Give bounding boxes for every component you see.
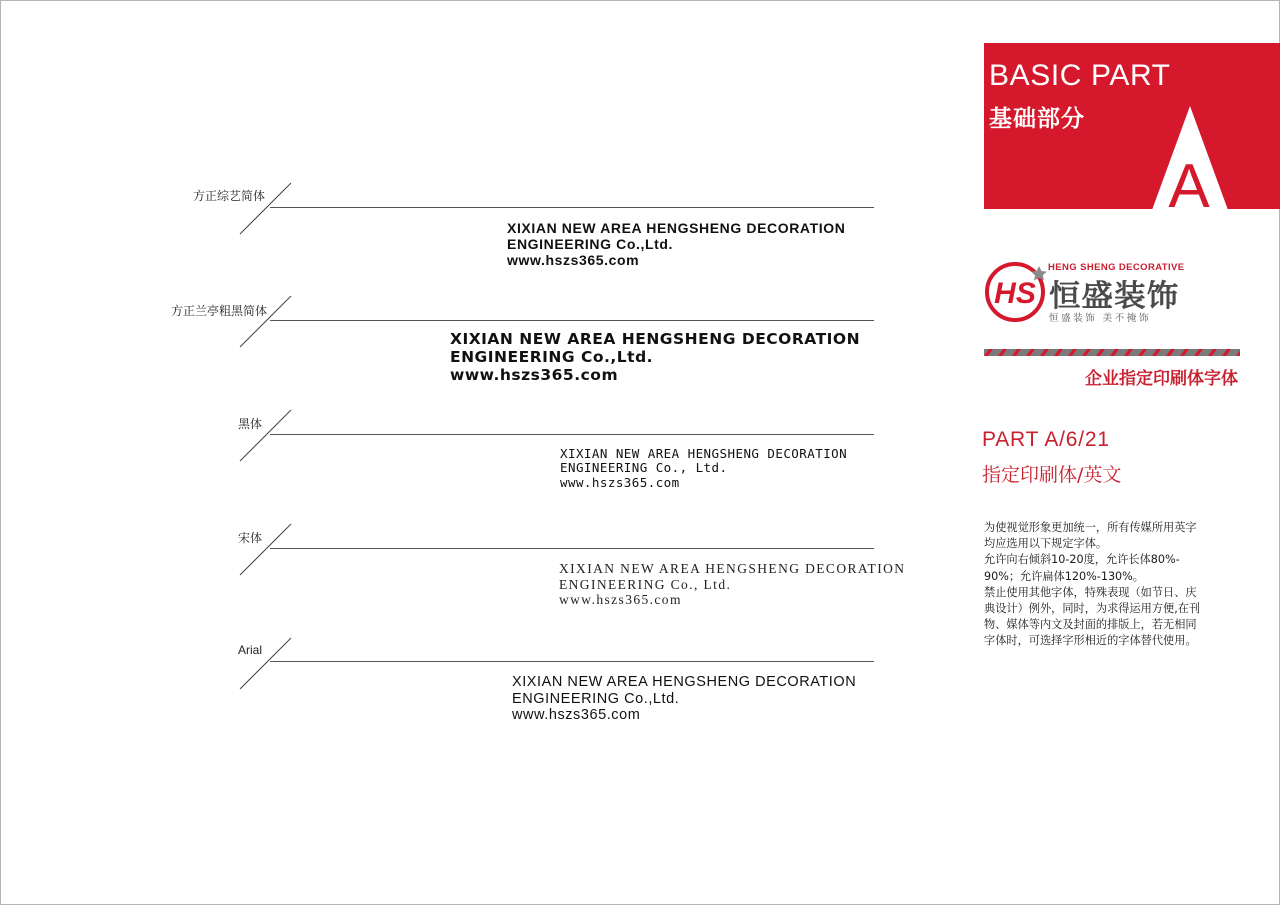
company-name-line-2: ENGINEERING Co., Ltd. — [560, 460, 728, 476]
logo-slogan: 恒盛装饰 美不掩饰 — [1049, 313, 1152, 324]
section-title-cn: 基础部分 — [989, 106, 1085, 132]
part-code: PART A/6/21 — [982, 428, 1110, 451]
website-line: www.hszs365.com — [560, 474, 680, 490]
description-line: 典设计）例外，同时，为求得运用方便,在刊 — [984, 602, 1201, 616]
font-label: 宋体 — [237, 531, 262, 545]
divider-line — [270, 661, 874, 662]
sample-text-block — [560, 447, 847, 490]
logo-name-cn: 恒盛装饰 — [1049, 279, 1180, 314]
section-title-en: BASIC PART — [989, 59, 1171, 92]
spec-heading: 企业指定印刷体字体 — [1085, 369, 1238, 389]
divider-slash — [238, 295, 294, 349]
hs-logo-mark-icon — [985, 260, 1049, 324]
company-name-line-2: ENGINEERING Co.,Ltd. — [507, 236, 673, 253]
divider-line — [270, 320, 874, 321]
company-name-line-2: ENGINEERING Co.,Ltd. — [512, 690, 680, 707]
divider-slash — [238, 182, 294, 236]
description-line: 均应选用以下规定字体。 — [984, 537, 1108, 551]
font-label: 方正综艺简体 — [192, 189, 265, 203]
company-name-line-1: XIXIAN NEW AREA HENGSHENG DECORATION — [560, 446, 848, 461]
divider-line — [270, 207, 874, 208]
logo-name-en: HENG SHENG DECORATIVE — [1048, 262, 1185, 273]
description-line: 字体时，可选择字形相近的字体替代使用。 — [984, 634, 1197, 648]
decorative-stripe-bar — [984, 349, 1240, 356]
divider-slash — [238, 409, 294, 463]
section-header-box — [984, 43, 1280, 209]
font-label: 方正兰亭粗黑简体 — [170, 304, 267, 318]
font-label: 黑体 — [237, 417, 262, 431]
divider-line — [270, 434, 874, 435]
company-logo — [985, 258, 1200, 328]
description-paragraph — [984, 520, 1240, 650]
website-line: www.hszs365.com — [507, 252, 640, 269]
section-letter-icon — [1150, 104, 1230, 209]
description-line: 为使视觉形象更加统一，所有传媒所用英字 — [984, 521, 1197, 534]
website-line: www.hszs365.com — [559, 592, 682, 608]
description-line: 禁止使用其他字体，特殊表现（如节日、庆 — [984, 585, 1197, 599]
sample-text-block — [507, 220, 845, 268]
description-line: 允许向右倾斜10-20度，允许长体80%- — [984, 553, 1180, 567]
description-line: 物、媒体等内文及封面的排版上，若无相同 — [984, 618, 1197, 632]
company-name-line-1: XIXIAN NEW AREA HENGSHENG DECORATION — [507, 220, 846, 236]
sample-text-block — [512, 674, 856, 724]
logo-mark-text: HS — [994, 277, 1036, 310]
company-name-line-2: ENGINEERING Co., Ltd. — [559, 576, 732, 592]
section-letter: A — [1168, 152, 1210, 210]
part-name: 指定印刷体/英文 — [982, 464, 1122, 486]
website-line: www.hszs365.com — [512, 707, 641, 724]
sample-text-block — [450, 331, 860, 384]
sample-text-block — [559, 561, 905, 608]
divider-slash — [238, 523, 294, 577]
company-name-line-1: XIXIAN NEW AREA HENGSHENG DECORATION — [450, 330, 861, 348]
company-name-line-1: XIXIAN NEW AREA HENGSHENG DECORATION — [559, 561, 906, 576]
divider-line — [270, 548, 874, 549]
company-name-line-1: XIXIAN NEW AREA HENGSHENG DECORATION — [512, 674, 857, 690]
website-line: www.hszs365.com — [450, 365, 619, 384]
font-label: Arial — [237, 643, 262, 657]
description-line: 90%；允许扁体120%-130%。 — [984, 569, 1144, 583]
company-name-line-2: ENGINEERING Co.,Ltd. — [450, 347, 654, 366]
divider-slash — [238, 637, 294, 691]
